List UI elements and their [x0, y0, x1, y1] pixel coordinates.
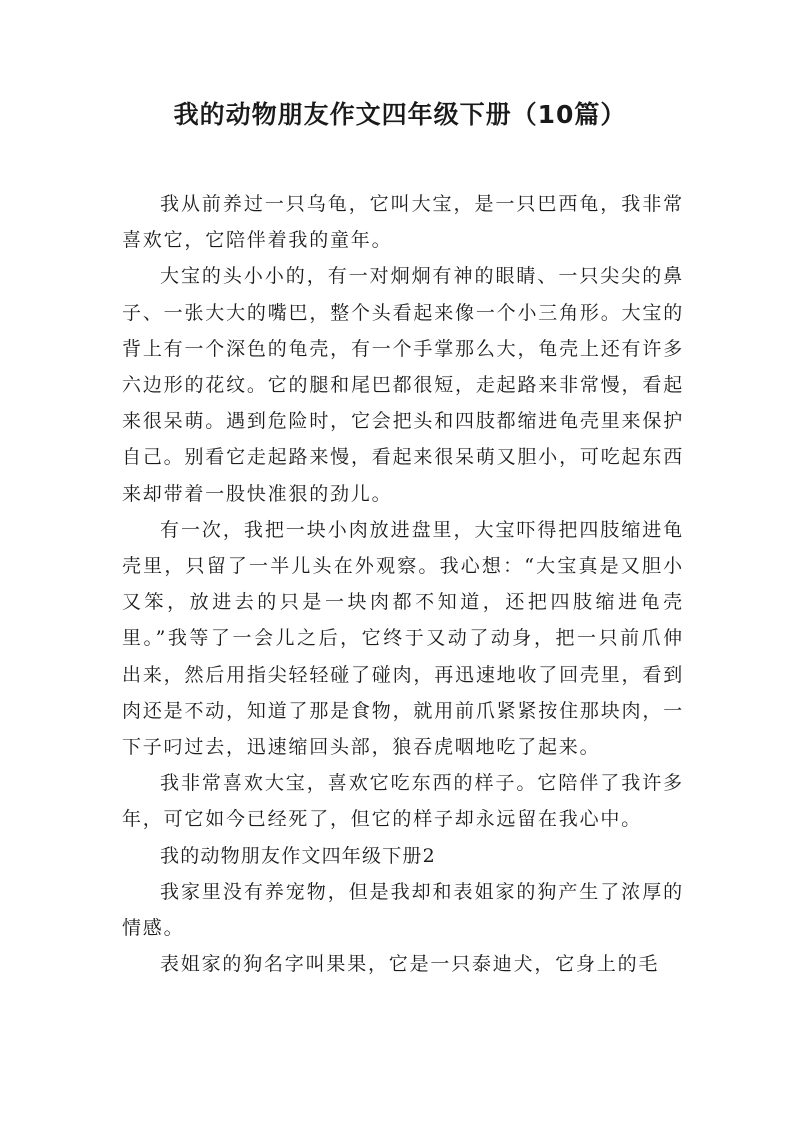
- section-heading-2: 我的动物朋友作文四年级下册2: [160, 844, 436, 867]
- paragraph-2: 大宝的头小小的，有一对炯炯有神的眼睛、一只尖尖的鼻子、一张大大的嘴巴，整个头看起来像一个小三角形。大宝的背上有一个深色的龟壳，有一个手掌那么大，龟壳上还有许多六边形的花纹。它的腿和尾巴都很短，走起路来非常慢，看起来很呆萌。遇到危险时，它会把头和四肢都缩进龟壳里来保护自己。别看它走起路来慢，看起来很呆萌又胆小，可吃起东西来却带着一股快准狠的劲儿。: [122, 265, 684, 505]
- document-title: 我的动物朋友作文四年级下册（10篇）: [173, 100, 627, 129]
- paragraph-1: 我从前养过一只乌龟，它叫大宝，是一只巴西龟，我非常喜欢它，它陪伴着我的童年。: [122, 193, 684, 252]
- document-body: [122, 186, 684, 982]
- paragraph-3: 有一次，我把一块小肉放进盘里，大宝吓得把四肢缩进龟壳里，只留了一半儿头在外观察。我心想：“大宝真是又胆小又笨，放进去的只是一块肉都不知道，还把四肢缩进龟壳里。”我等了一会儿之后，它终于又动了动身，把一只前爪伸出来，然后用指尖轻轻碰了碰肉，再迅速地收了回壳里，看到肉还是不动，知道了那是食物，就用前爪紧紧按住那块肉，一下子叼过去，迅速缩回头部，狼吞虎咽地吃了起来。: [122, 518, 684, 759]
- paragraph-4: 我非常喜欢大宝，喜欢它吃东西的样子。它陪伴了我许多年，可它如今已经死了，但它的样子却永远留在我心中。: [122, 772, 684, 831]
- paragraph-6: 表姐家的狗名字叫果果，它是一只泰迪犬，它身上的毛: [160, 953, 660, 976]
- paragraph-5: 我家里没有养宠物，但是我却和表姐家的狗产生了浓厚的情感。: [122, 880, 684, 940]
